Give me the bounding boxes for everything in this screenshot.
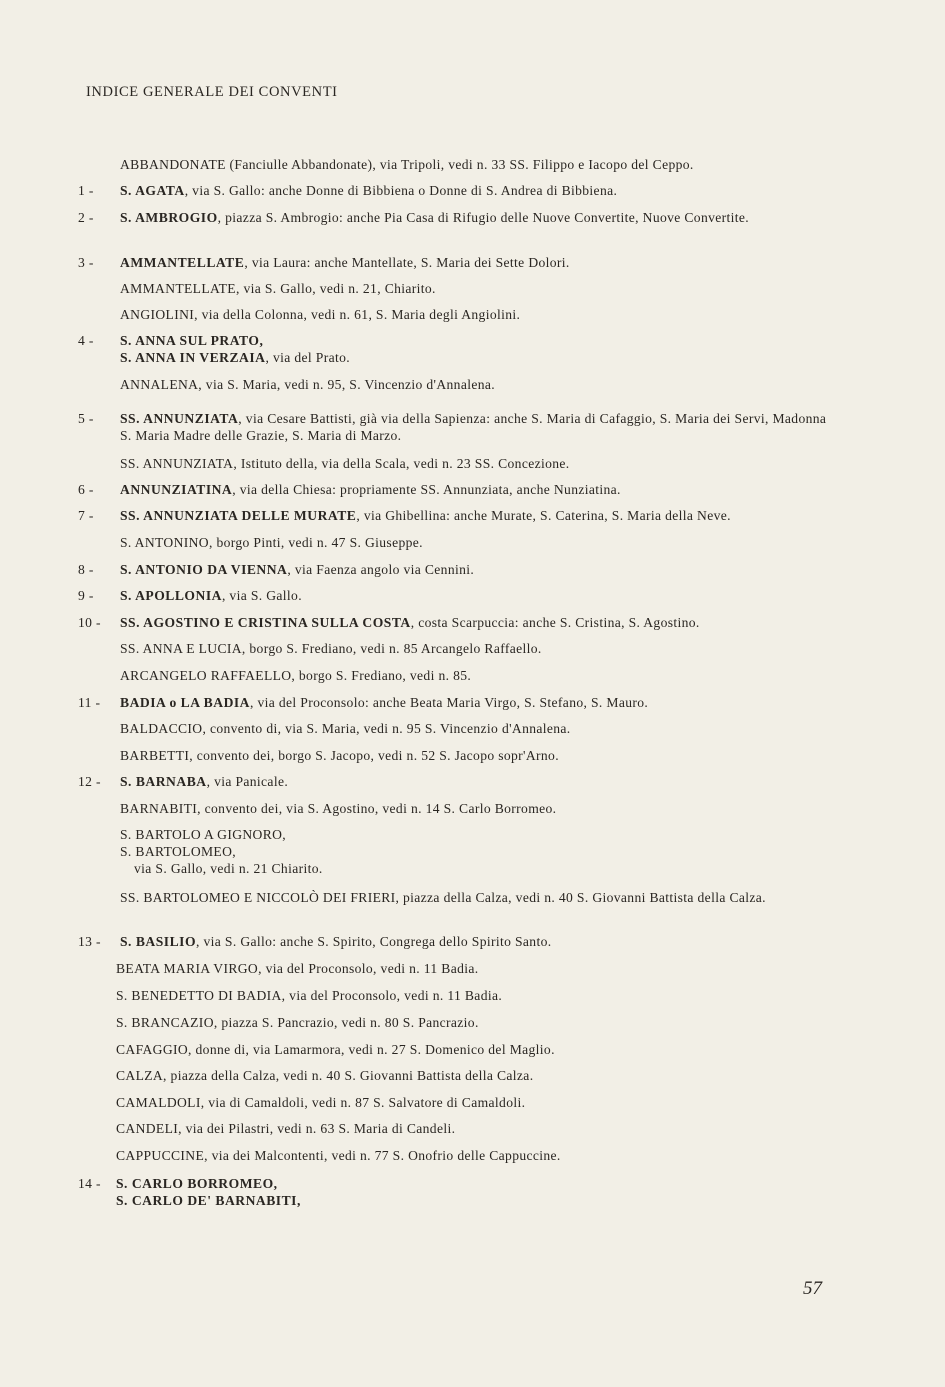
page-header: INDICE GENERALE DEI CONVENTI: [86, 84, 338, 100]
entry-number: 5 -: [78, 411, 94, 426]
entry-number: 13 -: [78, 934, 101, 949]
entry-text-alt: S. BARTOLOMEO,: [120, 844, 236, 859]
entry-number: 10 -: [78, 615, 101, 630]
entry-name: SS. ANNUNZIATA: [120, 411, 239, 426]
entry-text: , via S. Gallo: anche S. Spirito, Congrega dello Spirito Santo.: [196, 934, 552, 949]
entry-text-location: via S. Gallo, vedi n. 21 Chiarito.: [134, 861, 323, 876]
entry-name: S. APOLLONIA: [120, 588, 222, 603]
entry-name: S. AMBROGIO: [120, 210, 218, 225]
entry-name: ANNUNZIATINA: [120, 482, 233, 497]
entry-text: , via Laura: anche Mantellate, S. Maria dei Sette Dolori.: [244, 255, 570, 270]
entry-text: , via Panicale.: [206, 774, 289, 789]
entry-text: CAPPUCCINE, via dei Malcontenti, vedi n. 77 S. Onofrio delle Cappuccine.: [116, 1148, 561, 1163]
entry-text: , via S. Gallo.: [221, 588, 302, 603]
entry-text: CANDELI, via dei Pilastri, vedi n. 63 S. Maria di Candeli.: [116, 1121, 456, 1136]
entry-number: 1 -: [78, 183, 94, 198]
entry-text: ARCANGELO RAFFAELLO, borgo S. Frediano, vedi n. 85.: [120, 668, 472, 683]
entry-number: 9 -: [78, 588, 94, 603]
entry-text: SS. ANNUNZIATA, Istituto della, via della Scala, vedi n. 23 SS. Concezione.: [120, 456, 570, 471]
entry-text: ANNALENA, via S. Maria, vedi n. 95, S. Vincenzio d'Annalena.: [120, 377, 495, 392]
page-number: 57: [803, 1278, 822, 1299]
entry-text: , via del Proconsolo: anche Beata Maria Virgo, S. Stefano, S. Mauro.: [250, 695, 649, 710]
entry-text: , via Faenza angolo via Cennini.: [287, 562, 475, 577]
entry-number: 12 -: [78, 774, 101, 789]
entry-text: CAMALDOLI, via di Camaldoli, vedi n. 87 S. Salvatore di Camaldoli.: [116, 1095, 526, 1110]
entry-text: , piazza S. Ambrogio: anche Pia Casa di Rifugio delle Nuove Convertite, Nuove Convertite.: [217, 210, 750, 225]
entry-name: S. ANTONIO DA VIENNA: [120, 562, 288, 577]
entry-text: , via Ghibellina: anche Murate, S. Caterina, S. Maria della Neve.: [356, 508, 731, 523]
entry-number: 8 -: [78, 562, 94, 577]
entry-name: AMMANTELLATE: [120, 255, 245, 270]
entry-number: 6 -: [78, 482, 94, 497]
entry-name: SS. AGOSTINO E CRISTINA SULLA COSTA: [120, 615, 411, 630]
entry-name: BADIA o LA BADIA: [120, 695, 250, 710]
entry-name: S. ANNA SUL PRATO,: [120, 333, 264, 348]
entry-text: S. BARTOLO A GIGNORO,: [120, 827, 287, 842]
entry-name-alt: S. CARLO DE' BARNABITI,: [116, 1193, 301, 1208]
entry-text: ABBANDONATE (Fanciulle Abbandonate), via Tripoli, vedi n. 33 SS. Filippo e Iacopo del Ceppo.: [120, 157, 694, 172]
entry-number: 11 -: [78, 695, 101, 710]
entry-text: CALZA, piazza della Calza, vedi n. 40 S. Giovanni Battista della Calza.: [116, 1068, 534, 1083]
entry-name: SS. ANNUNZIATA DELLE MURATE: [120, 508, 357, 523]
entry-text: SS. BARTOLOMEO E NICCOLÒ DEI FRIERI, piazza della Calza, vedi n. 40 S. Giovanni Battista della Calza.: [120, 890, 766, 905]
entry-number: 4 -: [78, 333, 94, 348]
entry-text: BARBETTI, convento dei, borgo S. Jacopo, vedi n. 52 S. Jacopo sopr'Arno.: [120, 748, 559, 763]
entry-number: 14 -: [78, 1176, 101, 1191]
entry-text: BALDACCIO, convento di, via S. Maria, vedi n. 95 S. Vincenzio d'Annalena.: [120, 721, 571, 736]
entry-name: S. AGATA: [120, 183, 185, 198]
entry-text-alt: , via del Prato.: [265, 350, 350, 365]
entry-text: AMMANTELLATE, via S. Gallo, vedi n. 21, Chiarito.: [120, 281, 436, 296]
entry-text: S. BRANCAZIO, piazza S. Pancrazio, vedi n. 80 S. Pancrazio.: [116, 1015, 479, 1030]
entry-text: , via Cesare Battisti, già via della Sapienza: anche S. Maria di Cafaggio, S. Maria dei Servi, Madonna S. Maria Madre delle Grazie, S. Maria di Marzo.: [120, 411, 827, 443]
entry-number: 3 -: [78, 255, 94, 270]
entry-text: BARNABITI, convento dei, via S. Agostino, vedi n. 14 S. Carlo Borromeo.: [120, 801, 557, 816]
entry-text: SS. ANNA E LUCIA, borgo S. Frediano, vedi n. 85 Arcangelo Raffaello.: [120, 641, 542, 656]
entry-name-alt: S. ANNA IN VERZAIA: [120, 350, 266, 365]
entry-text: BEATA MARIA VIRGO, via del Proconsolo, vedi n. 11 Badia.: [116, 961, 479, 976]
entry-text: ANGIOLINI, via della Colonna, vedi n. 61, S. Maria degli Angiolini.: [120, 307, 521, 322]
entry-name: S. BASILIO: [120, 934, 197, 949]
entry-text: , via della Chiesa: propriamente SS. Annunziata, anche Nunziatina.: [232, 482, 621, 497]
entry-name: S. BARNABA: [120, 774, 207, 789]
entry-name: S. CARLO BORROMEO,: [116, 1176, 278, 1191]
entry-text: , costa Scarpuccia: anche S. Cristina, S. Agostino.: [410, 615, 700, 630]
entry-number: 2 -: [78, 210, 94, 225]
entry-text: S. BENEDETTO DI BADIA, via del Proconsolo, vedi n. 11 Badia.: [116, 988, 503, 1003]
entry-text: CAFAGGIO, donne di, via Lamarmora, vedi n. 27 S. Domenico del Maglio.: [116, 1042, 555, 1057]
entry-number: 7 -: [78, 508, 94, 523]
entry-text: S. ANTONINO, borgo Pinti, vedi n. 47 S. Giuseppe.: [120, 535, 423, 550]
entry-text: , via S. Gallo: anche Donne di Bibbiena o Donne di S. Andrea di Bibbiena.: [184, 183, 618, 198]
